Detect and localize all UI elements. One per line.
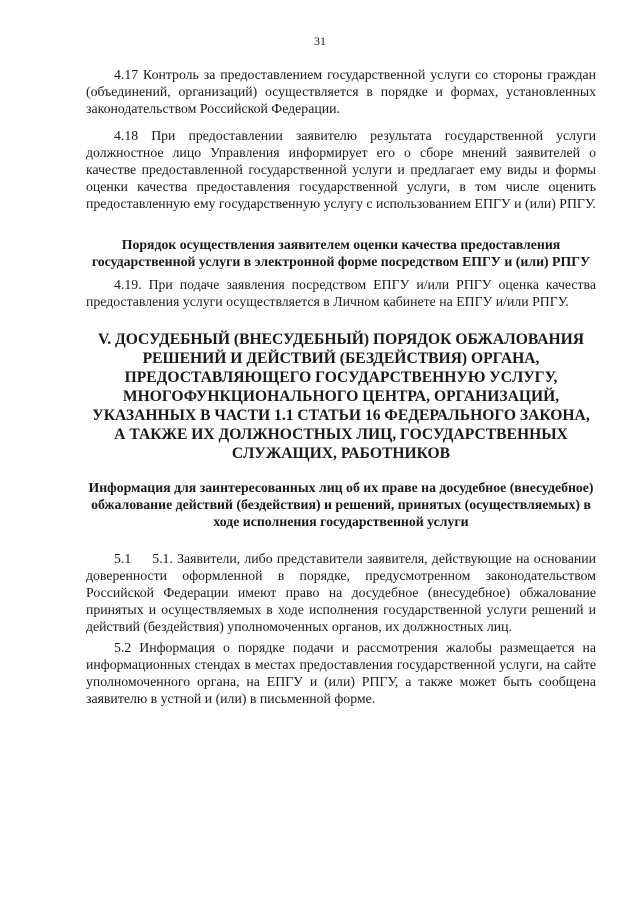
heading-info: Информация для заинтересованных лиц об их праве на досудебное (внесудебное) обжалование действий (бездействия) и решений, принятых (осуществляемых) в ходе исполнения государственной услуги: [88, 480, 594, 529]
heading-assessment: Порядок осуществления заявителем оценки качества предоставления государственной услуги в электронной форме посредством ЕПГУ и (или) РПГУ: [91, 237, 591, 269]
page-content: [86, 66, 596, 707]
paragraph-5-1: [86, 550, 596, 635]
paragraph-4-18: 4.18 При предоставлении заявителю результата государственной услуги должностное лицо Управления информирует его о сборе мнений заявителей о качестве предоставленной государственной услуги и предлагает ему виды и формы оценки качества предоставления государственной услуги, в том числе оценить предоставленную ему государственную услугу с использованием ЕПГУ и (или) РПГУ.: [86, 128, 596, 211]
paragraph-4-19: 4.19. При подаче заявления посредством ЕПГУ и/или РПГУ оценка качества предоставления услуги осуществляется в Личном кабинете на ЕПГУ и/или РПГУ.: [86, 277, 596, 309]
section-heading-5: V. ДОСУДЕБНЫЙ (ВНЕСУДЕБНЫЙ) ПОРЯДОК ОБЖАЛОВАНИЯ РЕШЕНИЙ И ДЕЙСТВИЙ (БЕЗДЕЙСТВИЯ) ОРГАНА, ПРЕДОСТАВЛЯЮЩЕГО ГОСУДАРСТВЕННУЮ УСЛУГУ, МНОГОФУНКЦИОНАЛЬНОГО ЦЕНТРА, ОРГАНИЗАЦИЙ, УКАЗАННЫХ В ЧАСТИ 1.1 СТАТЬИ 16 ФЕДЕРАЛЬНОГО ЗАКОНА, А ТАКЖЕ ИХ ДОЛЖНОСТНЫХ ЛИЦ, ГОСУДАРСТВЕННЫХ СЛУЖАЩИХ, РАБОТНИКОВ: [92, 331, 590, 462]
paragraph-5-1-number: 5.1: [114, 551, 132, 566]
paragraph-5-2: 5.2 Информация о порядке подачи и рассмотрения жалобы размещается на информационных стендах в местах предоставления государственной услуги, на сайте уполномоченного органа, на ЕПГУ и (или) РПГУ, а также может быть сообщена заявителю в устной и (или) в письменной форме.: [86, 640, 596, 706]
page-number: 31: [314, 34, 326, 48]
paragraph-4-17: 4.17 Контроль за предоставлением государственной услуги со стороны граждан (объединений, организаций) осуществляется в порядке и формах, установленных законодательством Российской Федерации.: [86, 67, 596, 116]
paragraph-5-1-text: 5.1. Заявители, либо представители заявителя, действующие на основании доверенности оформленной в порядке, предусмотренном законодательством Российской Федерации имеют право на досудебное (внесудебное) обжалование принятых и осуществляемых в ходе исполнения государственной услуги решений и действий (бездействия) уполномоченных органов, их должностных лиц.: [86, 551, 596, 634]
